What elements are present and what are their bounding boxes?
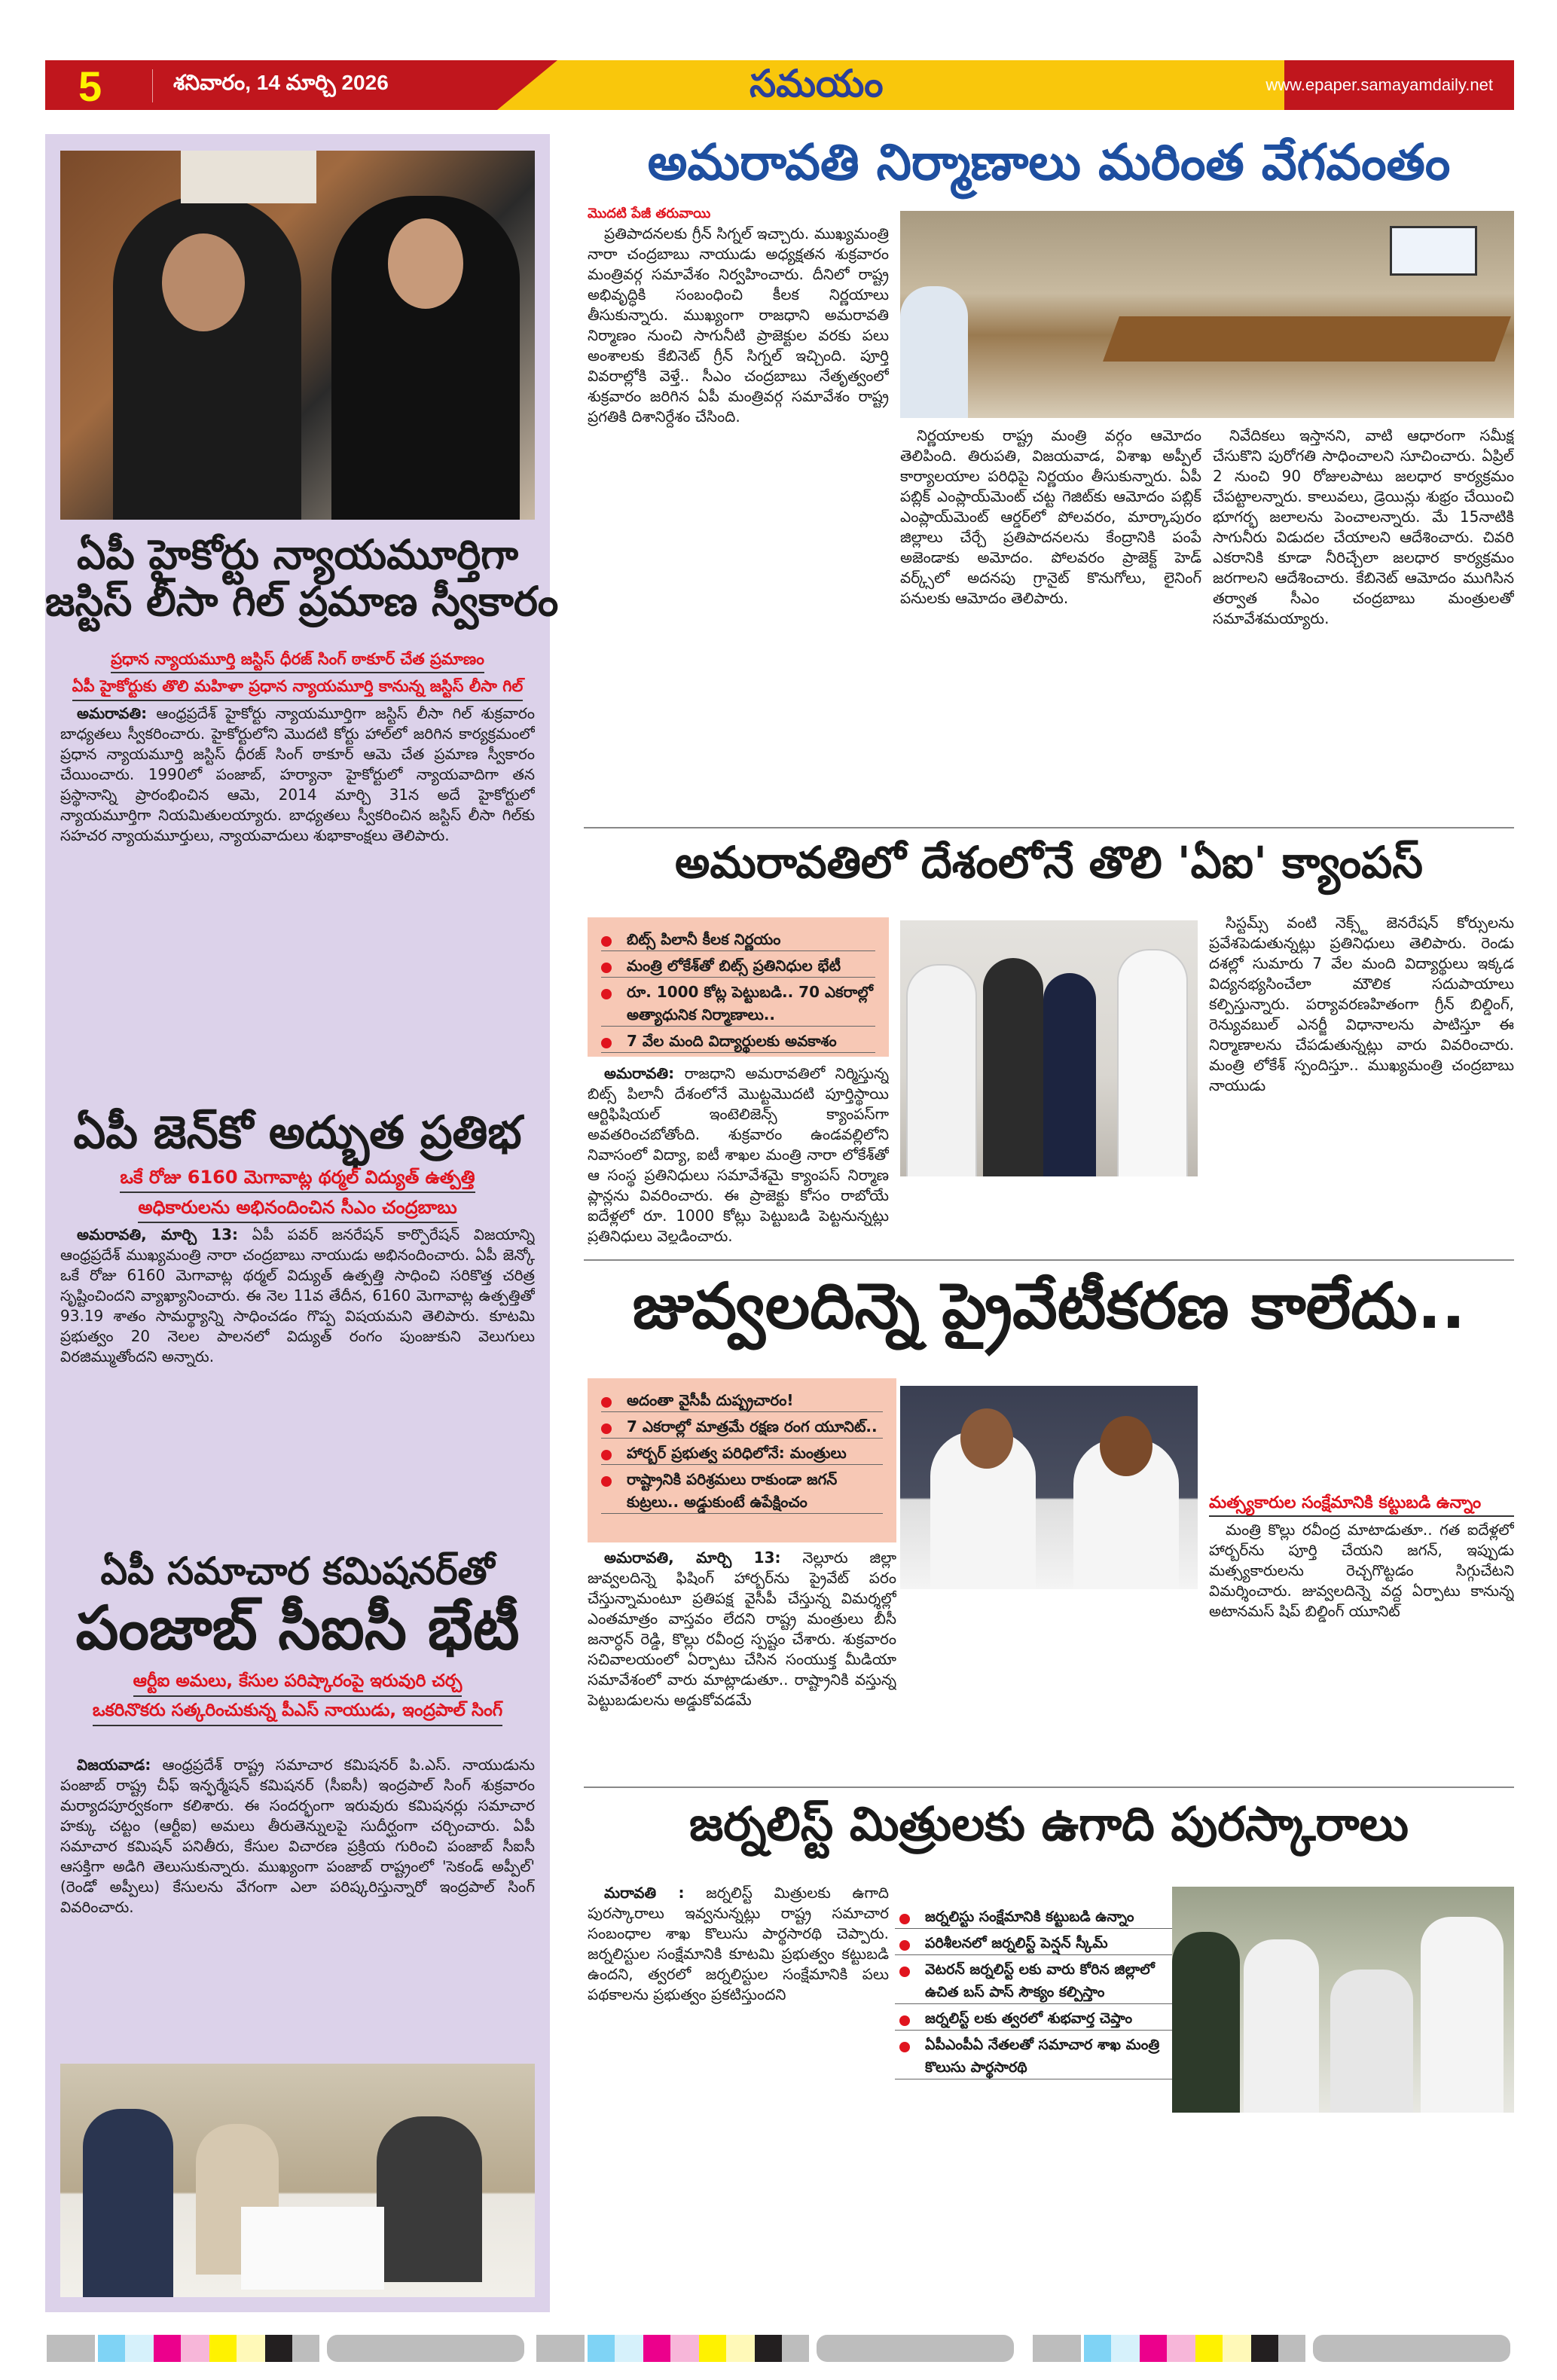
bullet-icon bbox=[601, 963, 612, 973]
punjab-sub-2: ఒకరినొకరు సత్కరించుకున్న పీఎస్ నాయుడు, ఇంద్రపాల్ సింగ్ bbox=[93, 1700, 502, 1726]
highlight-item bbox=[601, 1468, 883, 1514]
highlight-text: 7 ఎకరాల్లో మాత్రమే రక్షణ రంగ యూనిట్.. bbox=[627, 1417, 878, 1436]
highlight-text: బిట్స్ పిలానీ కీలక నిర్ణయం bbox=[627, 930, 781, 948]
highlight-text: వెటరన్ జర్నలిస్ట్ లకు వారు కోరిన జిల్లాలో ఉచిత బస్ పాస్ సౌక్యం కల్పిస్తాం bbox=[925, 1961, 1155, 2000]
punjab-headline-line-2: పంజాబ్ సీఐసీ భేటీ bbox=[75, 1592, 520, 1663]
color-swatch bbox=[782, 2335, 809, 2362]
color-swatch bbox=[1195, 2335, 1223, 2362]
color-swatch bbox=[755, 2335, 782, 2362]
harbour-col-2 bbox=[900, 1595, 1198, 1772]
continued-kicker: మొదటి పేజీ తరువాయి bbox=[588, 206, 711, 221]
color-swatch bbox=[292, 2335, 319, 2362]
genco-sub-1: ఒకే రోజు 6160 మెగావాట్ల థర్మల్ విద్యుత్ ఉత్పత్తి bbox=[120, 1166, 475, 1193]
ai-campus-col-2 bbox=[900, 1184, 1198, 1244]
color-swatch bbox=[1305, 2335, 1313, 2362]
journalists-col-3 bbox=[1205, 2128, 1514, 2305]
journalists-highlights bbox=[895, 1906, 1174, 2124]
highlight-text: పరిశీలనలో జర్నలిస్ట్ పెన్షన్ స్కీమ్ bbox=[925, 1935, 1108, 1951]
color-swatch bbox=[817, 2335, 1014, 2362]
genco-sub-2: అధికారులను అభినందించిన సీఎం చంద్రబాబు bbox=[138, 1196, 456, 1223]
punjab-sub-1: ఆర్టీఐ అమలు, కేసుల పరిష్కారంపై ఇరువురి చర్చ bbox=[133, 1671, 463, 1697]
punjab-headline-line-1: ఏపీ సమాచార కమిషనర్‌తో bbox=[100, 1549, 495, 1593]
section-divider bbox=[584, 827, 1514, 828]
photo-ministers-press-meet bbox=[900, 1386, 1198, 1589]
ai-campus-col-3-text: సిస్టమ్స్ వంటి నెక్స్ట్ జెనరేషన్ కోర్సులను ప్రవేశపెడుతున్నట్లు ప్రతినిధులు తెలిపారు. రెండు దశల్లో సుమారు 7 వేల మంది విద్యార్థులు ఇక్కడ విద్యనభ్యసించేలా మౌలిక సదుపాయాలు కల్పిస్తున్నారు. పర్యావరణహితంగా గ్రీన్ బిల్డింగ్, రెన్యువబుల్ ఎనర్జీ విధానాలను పాటిస్తూ ఈ నిర్మాణాలను చేపడుతున్నట్లు వారు వివరించారు. మంత్రి లోకేశ్ స్పందిస్తూ.. ముఖ్యమంత్రి చంద్రబాబు నాయుడు bbox=[1209, 914, 1514, 1094]
genco-body bbox=[60, 1225, 535, 1541]
color-swatch bbox=[125, 2335, 154, 2362]
harbour-text: నెల్లూరు జిల్లా జువ్వలదిన్నె ఫిషింగ్ హార్బర్‌ను ప్రైవేట్ పరం చేస్తున్నామంటూ ప్రతిపక్ష వైసీపీ చేస్తున్న విమర్శల్లో ఎంతమాత్రం వాస్తవం లేదని రాష్ట్ర మంత్రులు బీసీ జనార్ధన్ రెడ్డి, కొల్లు రవీంద్ర స్పష్టం చేశారు. శుక్రవారం సచివాలయంలో ఏర్పాటు చేసిన సంయుక్త మీడియా సమావేశంలో వారు మాట్లాడుతూ.. రాష్ట్రానికి వస్తున్న పెట్టుబడులను అడ్డుకోవడమే bbox=[588, 1549, 896, 1709]
gill-headline-line-2: జస్టిస్ లీసా గిల్ ప్రమాణ స్వీకారం bbox=[45, 578, 559, 626]
gill-headline bbox=[45, 531, 559, 626]
color-swatch bbox=[98, 2335, 125, 2362]
harbour-col-3-text: మంత్రి కొల్లు రవీంద్ర మాటాడుతూ.. గత ఐదేళ్లలో హార్బర్‌ను పూర్తి చేయని జగన్, ఇప్పుడు మత్స్యకారులను రెచ్చగొట్టడం సిగ్గుచేటని విమర్శించారు. జువ్వలదిన్నె వద్ద ఏర్పాటు కానున్న అటానమస్ షిప్ బిల్డింగ్ యూనిట్ bbox=[1209, 1521, 1514, 1620]
gill-sub-2: ఏపీ హైకోర్టుకు తొలి మహిళా ప్రధాన న్యాయమూర్తి కానున్న జస్టిస్ లీసా గిల్ bbox=[72, 676, 524, 700]
photo-bits-delegation bbox=[900, 920, 1198, 1176]
ai-campus-text: రాజధాని అమరావతిలో నిర్మిస్తున్న బిట్స్ పిలానీ దేశంలోనే మొట్టమొదటి పూర్తిస్థాయి ఆర్టిఫిషియల్ ఇంటెలిజెన్స్ క్యాంపస్‌గా అవతరించబోతోంది. శుక్రవారం ఉండవల్లిలోని నివాసంలో విద్యా, ఐటీ శాఖల మంత్రి నారా లోకేశ్‌తో ఆ సంస్థ ప్రతినిధులు సమావేశమై క్యాంపస్ నిర్మాణ ప్లాన్లను వివరించారు. ఈ ప్రాజెక్టు కోసం రాబోయే ఐదేళ్లలో రూ. 1000 కోట్లు పెట్టుబడి పెట్టనున్నట్లు ప్రతినిధులు వెల్లడించారు. bbox=[588, 1064, 889, 1244]
bullet-icon bbox=[601, 936, 612, 947]
highlight-text: ఏపీఎంపీఏ నేతలతో సమాచార శాఖ మంత్రి కొలుసు పార్థసారథి bbox=[925, 2037, 1160, 2076]
genco-text: ఏపీ పవర్ జనరేషన్ కార్పొరేషన్ విజయాన్ని ఆంధ్రప్రదేశ్ ముఖ్యమంత్రి నారా చంద్రబాబు నాయుడు అభినందించారు. ఏపీ జెన్కో ఒకే రోజు 6160 మెగావాట్ల థర్మల్ విద్యుత్ ఉత్పత్తి సాధించి సరికొత్త చరిత్ర సృష్టించిందని వ్యాఖ్యానించారు. ఈ నెల 11వ తేదీన, 6160 మెగావాట్ల ఉత్పత్తితో 93.19 శాతం సామర్థ్యాన్ని సాధించడం గొప్ప విషయమని తెలిపారు. కూటమి ప్రభుత్వం 20 నెలల పాలనలో విద్యుత్ రంగం పుంజుకుని వెలుగులు విరజిమ్ముతోందని అన్నారు. bbox=[60, 1225, 535, 1365]
color-swatch bbox=[1313, 2335, 1510, 2362]
bullet-icon bbox=[601, 1038, 612, 1048]
photo-cabinet-meeting bbox=[900, 211, 1514, 418]
capital-col-3 bbox=[1213, 426, 1514, 795]
highlight-text: 7 వేల మంది విద్యార్థులకు అవకాశం bbox=[627, 1032, 837, 1050]
color-swatch bbox=[670, 2335, 699, 2362]
journalists-col-1 bbox=[588, 1883, 889, 2305]
punjab-text: ఆంధ్రప్రదేశ్ రాష్ట్ర సమాచార కమిషనర్ పి.ఎస్. నాయుడును పంజాబ్ రాష్ట్ర చీఫ్ ఇన్ఫర్మేషన్ కమిషనర్ (సీఐసీ) ఇంద్రపాల్ సింగ్ శుక్రవారం మర్యాదపూర్వకంగా కలిశారు. ఈ సందర్భంగా ఇరువురు కమిషనర్లు సమాచార హక్కు చట్టం (ఆర్టీఐ) అమలు తీరుతెన్నులపై సుదీర్ఘంగా చర్చించారు. ఏపీ సమాచార కమిషన్ పనితీరు, కేసుల విచారణ ప్రక్రియ గురించి పంజాబ్ సీఐసీ ఆసక్తిగా అడిగి తెలుసుకున్నారు. ముఖ్యంగా పంజాబ్ రాష్ట్రంలో 'సెకండ్ అప్పీల్' (రెండో అప్పీలు) కేసులను వేగంగా ఎలా పరిష్కరిస్తున్నారో ఇంద్రపాల్ సింగ్ వివరించారు. bbox=[60, 1756, 535, 1916]
masthead-logo: సమయం bbox=[749, 63, 884, 105]
color-swatch bbox=[181, 2335, 209, 2362]
highlight-item bbox=[895, 2007, 1174, 2031]
color-swatch bbox=[237, 2335, 265, 2362]
color-swatch bbox=[47, 2335, 95, 2362]
capital-col-1 bbox=[588, 203, 889, 821]
page-number: 5 bbox=[78, 63, 102, 110]
harbour-col-3 bbox=[1209, 1491, 1514, 1774]
color-swatch bbox=[1167, 2335, 1195, 2362]
harbour-col-1 bbox=[588, 1548, 896, 1774]
bullet-icon bbox=[601, 1450, 612, 1460]
ai-campus-dateline: అమరావతి: bbox=[604, 1064, 675, 1082]
color-bar-group bbox=[47, 2335, 524, 2362]
ai-campus-col-1 bbox=[588, 1063, 889, 1244]
bullet-icon bbox=[899, 1940, 910, 1951]
color-swatch bbox=[1111, 2335, 1140, 2362]
color-swatch bbox=[265, 2335, 292, 2362]
color-swatch bbox=[726, 2335, 755, 2362]
journalists-dateline: మరావతి : bbox=[604, 1884, 685, 1902]
journalists-text: జర్నలిస్ట్ మిత్రులకు ఉగాది పురస్కారాలు ఇవ్వనున్నట్లు రాష్ట్ర సమాచార సంబంధాల శాఖ కొలుసు పార్థసారథి చెప్పారు. జర్నలిస్టుల సంక్షేమానికి కూటమి ప్రభుత్వం కట్టుబడి ఉందని, త్వరలో జర్నలిస్టుల సంక్షేమానికి పలు పథకాలను ప్రభుత్వం ప్రకటిస్తుందని bbox=[588, 1884, 889, 2003]
harbour-subhead: మత్స్యకారుల సంక్షేమానికి కట్టుబడి ఉన్నాం bbox=[1209, 1491, 1514, 1517]
color-bar-group bbox=[536, 2335, 1014, 2362]
capital-col-3-text: నివేదికలు ఇస్తానని, వాటి ఆధారంగా సమీక్ష చేసుకొని పురోగతి సాధించాలని సూచించారు. ఏప్రిల్ 2 నుంచి 90 రోజులపాటు జలధార కార్యక్రమం చేపట్టాలన్నారు. కాలువలు, డ్రెయిన్లు శుభ్రం చేయించి భూగర్భ జలాలను పెంచాలన్నారు. మే 15నాటికి సాగునీరు విడుదల చేయాలని ఆదేశించారు. చివరి ఎకరానికి కూడా నీరిచ్చేలా జలధార కార్యక్రమం జరగాలని ఆదేశించారు. కేబినెట్ ఆమోదం ముగిసిన తర్వాత సీఎం చంద్రబాబు మంత్రులతో సమావేశమయ్యారు. bbox=[1213, 426, 1514, 627]
capital-col-2 bbox=[900, 426, 1201, 821]
genco-subheads bbox=[53, 1166, 542, 1223]
gill-dateline: అమరావతి: bbox=[77, 704, 148, 722]
color-swatch bbox=[615, 2335, 643, 2362]
color-swatch bbox=[209, 2335, 237, 2362]
color-swatch bbox=[1140, 2335, 1167, 2362]
harbour-dateline: అమరావతి, మార్చి 13: bbox=[604, 1549, 781, 1567]
issue-date: శనివారం, 14 మార్చి 2026 bbox=[173, 71, 389, 94]
color-swatch bbox=[1223, 2335, 1251, 2362]
bullet-icon bbox=[601, 1397, 612, 1408]
punjab-dateline: విజయవాడ: bbox=[77, 1756, 151, 1774]
color-swatch bbox=[588, 2335, 615, 2362]
ai-campus-col-3 bbox=[1209, 913, 1514, 1244]
bullet-icon bbox=[601, 1423, 612, 1434]
gill-sub-1: ప్రధాన న్యాయమూర్తి జస్టిస్ ధీరజ్ సింగ్ ఠాకూర్ చేత ప్రమాణం bbox=[111, 649, 484, 673]
highlight-text: హార్బర్ ప్రభుత్వ పరిధిలోనే: మంత్రులు bbox=[627, 1444, 847, 1462]
ai-campus-headline: అమరావతిలో దేశంలోనే తొలి 'ఏఐ' క్యాంపస్ bbox=[675, 837, 1423, 888]
highlight-text: జర్నలిస్టు సంక్షేమానికి కట్టుబడి ఉన్నాం bbox=[925, 1909, 1134, 1925]
harbour-highlights bbox=[588, 1378, 896, 1542]
bullet-icon bbox=[899, 1967, 910, 1977]
color-swatch bbox=[1084, 2335, 1111, 2362]
highlight-item bbox=[601, 1030, 875, 1053]
highlight-item bbox=[895, 1906, 1174, 1929]
bullet-icon bbox=[601, 989, 612, 999]
punjab-subheads bbox=[60, 1671, 535, 1726]
section-divider bbox=[584, 1259, 1514, 1261]
gill-headline-line-1: ఏపీ హైకోర్టు న్యాయమూర్తిగా bbox=[76, 531, 519, 578]
color-swatch bbox=[1278, 2335, 1305, 2362]
highlight-item bbox=[601, 1442, 883, 1465]
highlight-text: అదంతా వైసీపీ దుష్ప్రచారం! bbox=[627, 1391, 794, 1409]
gill-subheads bbox=[53, 649, 542, 701]
ai-campus-highlights bbox=[588, 917, 889, 1057]
capital-headline: అమరావతి నిర్మాణాలు మరింత వేగవంతం bbox=[647, 133, 1451, 191]
left-sidebar bbox=[45, 134, 559, 2312]
punjab-headline bbox=[45, 1550, 550, 1663]
gill-text: ఆంధ్రప్రదేశ్ హైకోర్టు న్యాయమూర్తిగా జస్టిస్ లీసా గిల్ శుక్రవారం బాధ్యతలు స్వీకరించారు. హైకోర్టులోని మొదటి కోర్టు హాల్‌లో జరిగిన కార్యక్రమంలో ప్రధాన న్యాయమూర్తి జస్టిస్ ధీరజ్ సింగ్ ఠాకూర్ ఆమె చేత ప్రమాణ స్వీకారం చేయించారు. 1990లో పంజాబ్, హర్యానా హైకోర్టులో న్యాయవాదిగా తన ప్రస్థానాన్ని ప్రారంభించిన ఆమె, 2014 మార్చి 31న అదే హైకోర్టులో న్యాయమూర్తిగా నియమితులయ్యారు. బాధ్యతలు స్వీకరించిన జస్టిస్ లీసా గిల్‌కు సహచర న్యాయమూర్తులు, న్యాయవాదులు శుభాకాంక్షలు తెలిపారు. bbox=[60, 704, 535, 844]
highlight-item bbox=[601, 928, 875, 951]
color-swatch bbox=[536, 2335, 585, 2362]
bullet-icon bbox=[899, 2015, 910, 2026]
epaper-url[interactable]: www.epaper.samayamdaily.net bbox=[1265, 75, 1493, 94]
genco-headline: ఏపీ జెన్‌కో అద్భుత ప్రతిభ bbox=[73, 1106, 522, 1159]
photo-cic-meeting bbox=[60, 2064, 535, 2297]
highlight-item bbox=[895, 1932, 1174, 1955]
photo-apmpa-meeting bbox=[1172, 1887, 1514, 2113]
highlight-text: జర్నలిస్ట్ లకు త్వరలో శుభవార్త చెప్తాం bbox=[925, 2010, 1133, 2027]
bullet-icon bbox=[601, 1476, 612, 1487]
header-divider bbox=[152, 69, 153, 102]
color-swatch bbox=[1251, 2335, 1278, 2362]
color-swatch bbox=[1033, 2335, 1081, 2362]
highlight-text: మంత్రి లోకేశ్‌తో బిట్స్ ప్రతినిధుల భేటీ bbox=[627, 957, 841, 975]
highlight-text: రూ. 1000 కోట్ల పెట్టుబడి.. 70 ఎకరాల్లో అత్యాధునిక నిర్మాణాలు.. bbox=[627, 983, 873, 1024]
color-swatch bbox=[154, 2335, 181, 2362]
highlight-text: రాష్ట్రానికి పరిశ్రమలు రాకుండా జగన్ కుట్రలు.. అడ్డుకుంటే ఉపేక్షించం bbox=[627, 1470, 838, 1511]
punjab-body bbox=[60, 1755, 535, 2052]
page-header bbox=[45, 60, 1514, 110]
color-bar-group bbox=[1033, 2335, 1510, 2362]
photo-oath-ceremony bbox=[60, 151, 535, 520]
header-yellow-band bbox=[497, 60, 1284, 110]
highlight-item bbox=[895, 2034, 1174, 2079]
color-swatch bbox=[643, 2335, 670, 2362]
highlight-item bbox=[601, 1389, 883, 1412]
highlight-item bbox=[601, 1415, 883, 1439]
journalists-col-2 bbox=[896, 2128, 1190, 2305]
bullet-icon bbox=[899, 2042, 910, 2052]
highlight-item bbox=[601, 954, 875, 978]
gill-body bbox=[60, 703, 535, 1095]
capital-col-1-text: ప్రతిపాదనలకు గ్రీన్ సిగ్నల్ ఇచ్చారు. ముఖ్యమంత్రి నారా చంద్రబాబు నాయుడు అధ్యక్షతన శుక్రవారం మంత్రివర్గ సమావేశం నిర్వహించారు. దీనిలో రాష్ట్ర అభివృద్ధికి సంబంధించి కీలక నిర్ణయాలు తీసుకున్నారు. ముఖ్యంగా రాజధాని అమరావతి నిర్మాణం నుంచి సాగునీటి ప్రాజెక్టుల వరకు పలు అంశాలకు కేబినెట్ గ్రీన్ సిగ్నల్ ఇచ్చింది. పూర్తి వివరాల్లోకి వెళ్తే.. సీఎం చంద్రబాబు నేతృత్వంలో శుక్రవారం జరిగిన ఏపీ మంత్రివర్గ సమావేశం రాష్ట్ర ప్రగతికి దిశానిర్దేశం చేసింది. bbox=[588, 224, 889, 426]
color-swatch bbox=[809, 2335, 817, 2362]
capital-col-2-text: నిర్ణయాలకు రాష్ట్ర మంత్రి వర్గం ఆమోదం తెలిపింది. తిరుపతి, విజయవాడ, విశాఖ అప్పీల్ కార్యాలయాల పరిధిపై నిర్ణయం తీసుకున్నారు. ఏపీ పబ్లిక్ ఎంప్లాయ్‌మెంట్ చట్ట గెజిట్‌కు ఆమోదం పబ్లిక్ ఎంప్లాయ్‌మెంట్ ఆర్డర్‌లో పోలవరం, మార్కాపురం జిల్లాలు చేర్చే ప్రతిపాదనలను కేంద్రానికి పంపే అజెండాకు అమోదం. పోలవరం ప్రాజెక్ట్ హెడ్ వర్క్స్‌లో అదనపు గ్రానైట్ కొనుగోలు, లైనింగ్ పనులకు ఆమోదం తెలిపారు. bbox=[900, 426, 1201, 607]
genco-dateline: అమరావతి, మార్చి 13: bbox=[77, 1225, 239, 1243]
section-divider bbox=[584, 1787, 1514, 1788]
color-swatch bbox=[699, 2335, 726, 2362]
color-swatch bbox=[327, 2335, 524, 2362]
harbour-headline: జువ్వలదిన్నె ప్రైవేటీకరణ కాలేదు.. bbox=[632, 1269, 1466, 1343]
highlight-item bbox=[601, 981, 875, 1027]
highlight-item bbox=[895, 1958, 1174, 2004]
color-swatch bbox=[319, 2335, 327, 2362]
journalists-headline: జర్నలిస్ట్ మిత్రులకు ఉగాది పురస్కారాలు bbox=[688, 1796, 1409, 1851]
bullet-icon bbox=[899, 1914, 910, 1924]
